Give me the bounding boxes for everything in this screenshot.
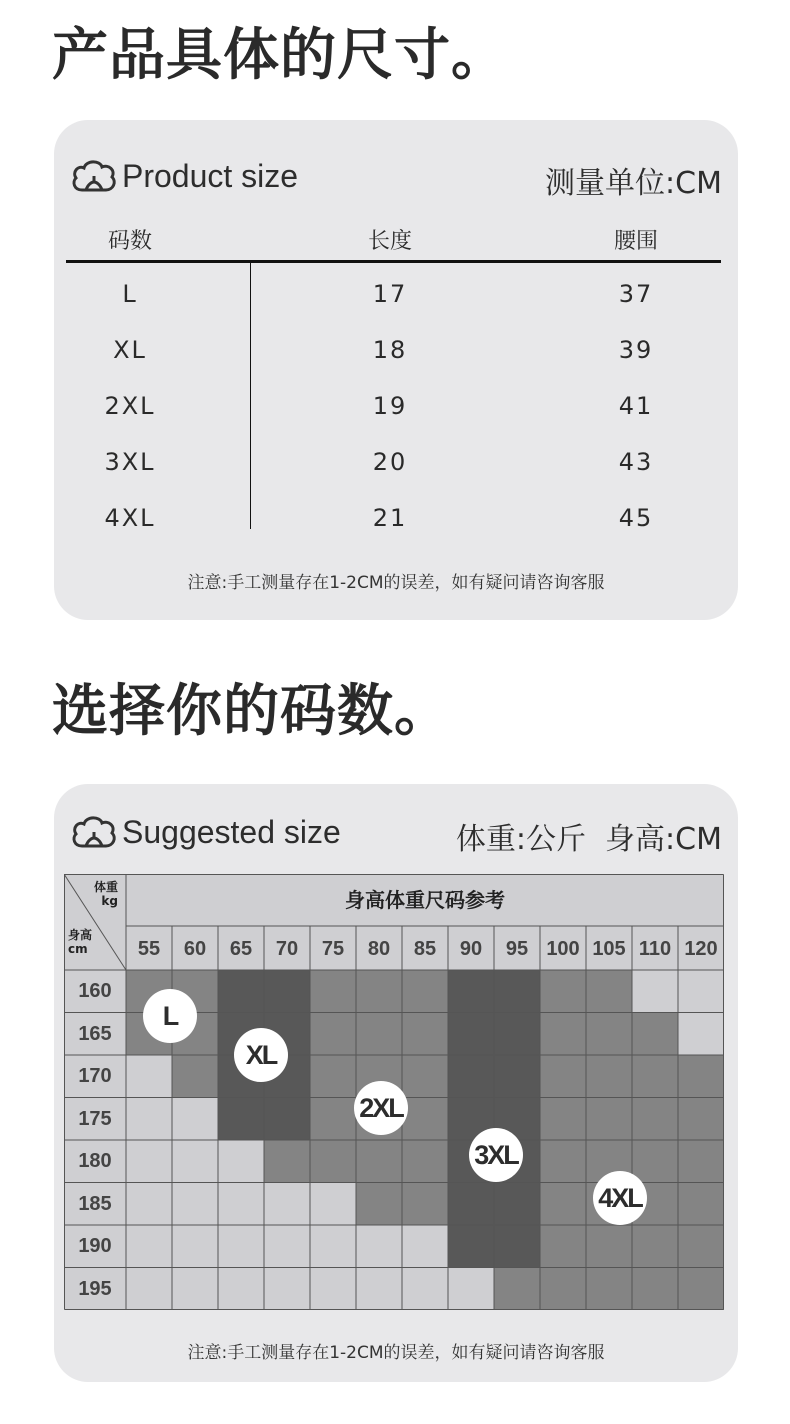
size-row-size-cell: 3XL xyxy=(104,448,156,476)
grid-cell xyxy=(264,1268,310,1311)
grid-cell xyxy=(264,1183,310,1226)
grid-cell xyxy=(632,1140,678,1183)
weight-header-cell: 85 xyxy=(413,938,437,960)
grid-cell xyxy=(172,1055,218,1098)
grid-cell xyxy=(218,1140,264,1183)
grid-cell xyxy=(172,1098,218,1141)
weight-height-unit: 体重:公斤 身高:CM xyxy=(455,822,722,857)
grid-cell xyxy=(264,970,310,1013)
grid-cell xyxy=(632,1268,678,1311)
height-header-cell: 165 xyxy=(78,1022,112,1045)
suggested-size-card xyxy=(54,784,738,1382)
size-row-length-cell: 20 xyxy=(372,448,408,476)
measure-unit: 测量单位:CM xyxy=(545,166,722,201)
grid-cell xyxy=(402,970,448,1013)
grid-cell xyxy=(494,1225,540,1268)
height-header-cell: 195 xyxy=(78,1277,112,1300)
grid-cell xyxy=(218,1098,264,1141)
grid-cell xyxy=(264,1098,310,1141)
weight-header-cell: 105 xyxy=(592,938,626,960)
grid-cell xyxy=(586,1013,632,1056)
height-header-cell: 170 xyxy=(78,1065,112,1087)
grid-cell xyxy=(678,970,724,1013)
size-badge: 3XL xyxy=(469,1128,523,1182)
grid-cell xyxy=(310,1140,356,1183)
grid-cell xyxy=(540,970,586,1013)
grid-cell xyxy=(402,1013,448,1056)
grid-cell xyxy=(448,1183,494,1226)
weight-header-cell: 65 xyxy=(229,938,253,960)
measurement-note: 注意:手工测量存在1-2CM的误差，如有疑问请咨询客服 xyxy=(187,1343,605,1363)
weight-header-cell: 90 xyxy=(459,938,483,960)
grid-cell xyxy=(586,1225,632,1268)
grid-cell xyxy=(218,1268,264,1311)
grid-cell xyxy=(264,1225,310,1268)
grid-cell xyxy=(632,1225,678,1268)
grid-cell xyxy=(172,1183,218,1226)
grid-cell xyxy=(494,970,540,1013)
grid-cell xyxy=(356,1225,402,1268)
grid-cell xyxy=(402,1183,448,1226)
grid-cell xyxy=(402,1055,448,1098)
grid-cell xyxy=(448,1013,494,1056)
grid-cell xyxy=(402,1140,448,1183)
weight-header-cell: 55 xyxy=(137,938,161,960)
product-size-heading: 产品具体的尺寸。 xyxy=(52,23,508,88)
height-header-cell: 175 xyxy=(78,1107,112,1130)
grid-cell xyxy=(402,1098,448,1141)
col-header-waist: 腰围 xyxy=(613,229,658,254)
size-badge: 2XL xyxy=(354,1081,408,1135)
grid-cell xyxy=(310,1098,356,1141)
grid-cell xyxy=(356,1268,402,1311)
grid-cell xyxy=(172,1225,218,1268)
grid-cell xyxy=(632,1013,678,1056)
grid-cell xyxy=(540,1055,586,1098)
grid-cell xyxy=(310,1055,356,1098)
grid-cell xyxy=(678,1140,724,1183)
grid-cell xyxy=(310,1013,356,1056)
size-badge: L xyxy=(143,989,197,1043)
grid-cell xyxy=(494,1268,540,1311)
corner-weight-label: 体重 kg xyxy=(93,880,118,908)
grid-cell xyxy=(540,1225,586,1268)
weight-header-cell: 60 xyxy=(183,938,207,960)
grid-cell xyxy=(310,1183,356,1226)
grid-cell xyxy=(448,1055,494,1098)
size-row-size-cell: 4XL xyxy=(104,504,156,532)
grid-cell xyxy=(448,970,494,1013)
grid-cell xyxy=(494,1013,540,1056)
grid-cell xyxy=(356,970,402,1013)
grid-cell xyxy=(264,1140,310,1183)
grid-cell xyxy=(126,1183,172,1226)
weight-header-cell: 100 xyxy=(546,938,580,960)
size-row-waist-cell: 43 xyxy=(618,448,654,476)
grid-cell xyxy=(402,1268,448,1311)
header-rule xyxy=(66,260,721,263)
size-row-length-cell: 21 xyxy=(372,504,408,532)
grid-cell xyxy=(678,1098,724,1141)
grid-cell xyxy=(540,1183,586,1226)
grid-cell xyxy=(632,1098,678,1141)
grid-cell xyxy=(586,1055,632,1098)
suggested-size-title: Suggested size xyxy=(122,814,341,850)
weight-header-cell: 70 xyxy=(275,938,299,960)
height-header-cell: 160 xyxy=(78,980,112,1002)
grid-cell xyxy=(632,1055,678,1098)
cotton-icon xyxy=(70,156,118,196)
choose-size-heading: 选择你的码数。 xyxy=(52,679,451,744)
height-header-cell: 180 xyxy=(78,1150,112,1172)
size-row-waist-cell: 41 xyxy=(618,392,654,420)
grid-cell xyxy=(172,1268,218,1311)
cotton-icon xyxy=(70,812,118,852)
size-row-waist-cell: 45 xyxy=(618,504,654,532)
grid-cell xyxy=(586,1268,632,1311)
grid-cell xyxy=(126,1098,172,1141)
grid-cell xyxy=(586,1098,632,1141)
product-size-title: Product size xyxy=(122,158,299,194)
height-header-cell: 190 xyxy=(78,1235,112,1257)
grid-cell xyxy=(126,1268,172,1311)
grid-cell xyxy=(494,1183,540,1226)
weight-header-cell: 75 xyxy=(321,938,345,960)
measurement-note: 注意:手工测量存在1-2CM的误差，如有疑问请咨询客服 xyxy=(187,573,605,593)
grid-cell xyxy=(540,1268,586,1311)
size-row-size-cell: 2XL xyxy=(104,392,156,420)
col-header-length: 长度 xyxy=(367,229,412,254)
grid-cell xyxy=(218,1183,264,1226)
grid-cell xyxy=(494,1055,540,1098)
grid-cell xyxy=(540,1098,586,1141)
grid-cell xyxy=(310,1268,356,1311)
grid-cell xyxy=(678,1013,724,1056)
size-row-waist-cell: 37 xyxy=(618,280,654,308)
grid-cell xyxy=(310,970,356,1013)
size-row-length-cell: 18 xyxy=(372,336,408,364)
corner-height-label: 身高 cm xyxy=(68,928,93,956)
grid-cell xyxy=(218,970,264,1013)
grid-cell xyxy=(126,1055,172,1098)
grid-cell xyxy=(448,1268,494,1311)
grid-cell xyxy=(678,1268,724,1311)
weight-header-cell: 95 xyxy=(505,938,529,960)
grid-cell xyxy=(678,1225,724,1268)
grid-cell xyxy=(540,1013,586,1056)
grid-cell xyxy=(678,1183,724,1226)
grid-cell xyxy=(402,1225,448,1268)
grid-cell xyxy=(356,1183,402,1226)
weight-header-cell: 80 xyxy=(367,938,391,960)
size-badge: XL xyxy=(234,1028,288,1082)
size-row-waist-cell: 39 xyxy=(618,336,654,364)
grid-cell xyxy=(172,1140,218,1183)
grid-cell xyxy=(218,1225,264,1268)
grid-cell xyxy=(586,970,632,1013)
size-row-size-cell: XL xyxy=(113,336,147,364)
grid-cell xyxy=(448,1225,494,1268)
column-divider xyxy=(250,263,251,529)
grid-cell xyxy=(126,1225,172,1268)
grid-cell xyxy=(310,1225,356,1268)
grid-cell xyxy=(632,970,678,1013)
grid-cell xyxy=(126,1140,172,1183)
grid-title: 身高体重尺码参考 xyxy=(345,888,505,912)
size-row-length-cell: 19 xyxy=(372,392,408,420)
weight-header-cell: 120 xyxy=(684,938,718,960)
size-row-length-cell: 17 xyxy=(372,280,408,308)
grid-cell xyxy=(678,1055,724,1098)
grid-cell xyxy=(356,1140,402,1183)
size-badge: 4XL xyxy=(593,1171,647,1225)
weight-header-cell: 110 xyxy=(638,938,672,960)
grid-cell xyxy=(540,1140,586,1183)
product-size-card xyxy=(54,120,738,620)
height-header-cell: 185 xyxy=(78,1192,112,1215)
col-header-size: 码数 xyxy=(107,229,152,254)
size-reference-grid xyxy=(64,874,724,1310)
grid-cell xyxy=(356,1013,402,1056)
size-row-size-cell: L xyxy=(122,280,138,308)
